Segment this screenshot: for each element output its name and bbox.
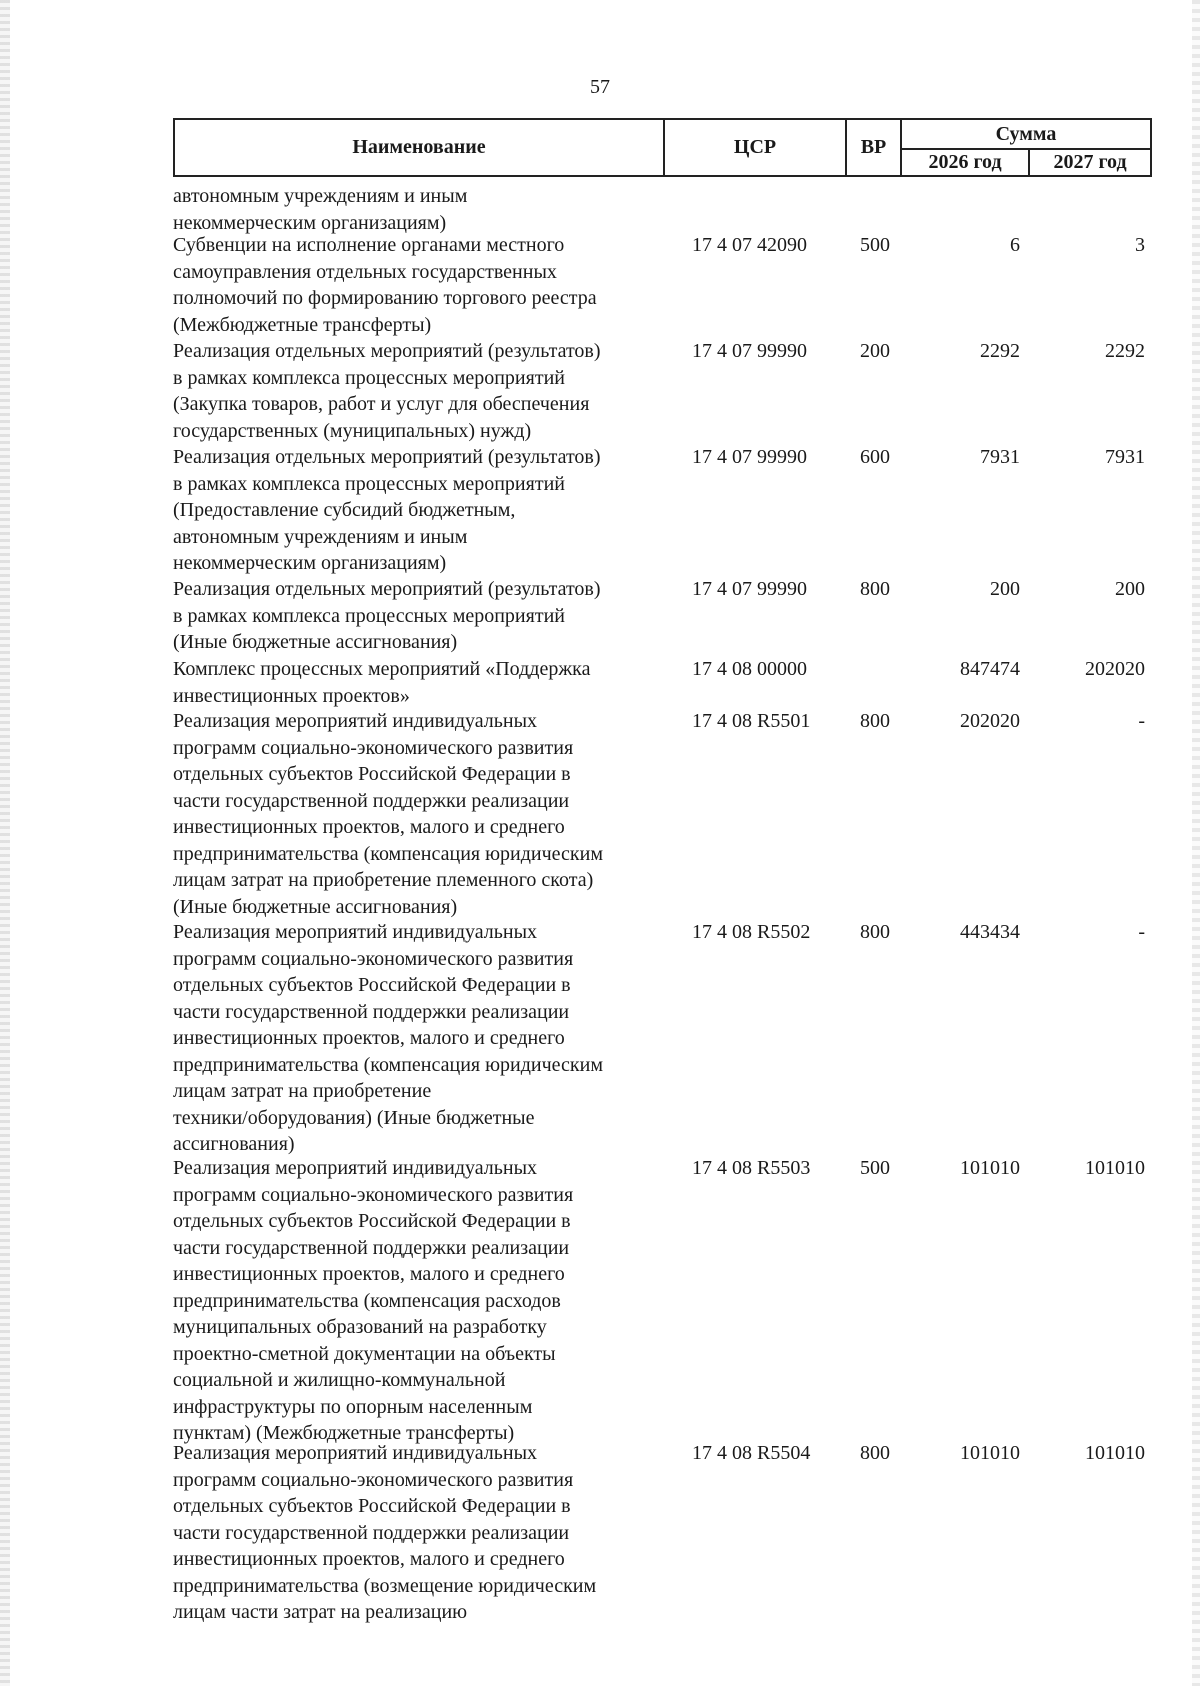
row-sum-2027: 101010	[1085, 1157, 1145, 1179]
row-sum-2026: 6	[1010, 234, 1020, 256]
row-vr: 500	[860, 1157, 890, 1179]
row-vr: 800	[860, 578, 890, 600]
row-sum-2027: -	[1138, 710, 1145, 732]
row-sum-2026: 101010	[960, 1442, 1020, 1464]
row-vr: 200	[860, 340, 890, 362]
row-name: Реализация отдельных мероприятий (результатов) в рамках комплекса процессных мероприятий (Закупка товаров, работ и услуг для обеспечения государственных (муниципальных) нужд)	[173, 340, 601, 442]
row-sum-2027: 101010	[1085, 1442, 1145, 1464]
header-name: Наименование	[352, 136, 486, 158]
row-vr: 500	[860, 234, 890, 256]
row-sum-2027: 7931	[1105, 446, 1145, 468]
row-name: Реализация мероприятий индивидуальных программ социально-экономического развития отдельных субъектов Российской Федерации в части государственной поддержки реализации инвестиционных проектов, малого и среднего предпринимательства (возмещение юридическим лицам части затрат на реализацию	[173, 1442, 597, 1623]
row-sum-2027: 2292	[1105, 340, 1145, 362]
row-name: Реализация мероприятий индивидуальных программ социально-экономического развития отдельных субъектов Российской Федерации в части государственной поддержки реализации инвестиционных проектов, малого и среднего предпринимательства (компенсация расходов муниципальных образований на разработку проектно-сметной документации на объекты социальной и жилищно-коммунальной инфраструктуры по опорным населенным пунктам) (Межбюджетные трансферты)	[173, 1157, 574, 1444]
row-csr: 17 4 07 99990	[692, 578, 807, 600]
row-sum-2026: 202020	[960, 710, 1020, 732]
row-csr: 17 4 07 42090	[692, 234, 807, 256]
row-sum-2027: 202020	[1085, 658, 1145, 680]
header-year-2027: 2027 год	[1053, 151, 1127, 173]
row-sum-2026: 7931	[980, 446, 1020, 468]
row-sum-2027: 200	[1115, 578, 1145, 600]
row-name: Реализация отдельных мероприятий (результатов) в рамках комплекса процессных мероприятий (Иные бюджетные ассигнования)	[173, 578, 601, 653]
row-csr: 17 4 08 R5504	[692, 1442, 811, 1464]
row-vr: 800	[860, 710, 890, 732]
row-sum-2026: 2292	[980, 340, 1020, 362]
row-vr: 800	[860, 921, 890, 943]
row-sum-2027: 3	[1135, 234, 1145, 256]
row-csr: 17 4 07 99990	[692, 340, 807, 362]
row-csr: 17 4 07 99990	[692, 446, 807, 468]
row-vr: 600	[860, 446, 890, 468]
header-sum: Сумма	[995, 122, 1057, 145]
row-name: Реализация мероприятий индивидуальных программ социально-экономического развития отдельных субъектов Российской Федерации в части государственной поддержки реализации инвестиционных проектов, малого и среднего предпринимательства (компенсация юридическим лицам затрат на приобретение племенного скота) (Иные бюджетные ассигнования)	[173, 710, 604, 918]
row-name: Субвенции на исполнение органами местного самоуправления отдельных государственных полномочий по формированию торгового реестра (Межбюджетные трансферты)	[173, 234, 597, 336]
header-vr: ВР	[860, 136, 887, 158]
row-vr: 800	[860, 1442, 890, 1464]
row-name: Комплекс процессных мероприятий «Поддержка инвестиционных проектов»	[173, 658, 591, 707]
row-sum-2027: -	[1138, 921, 1145, 943]
row-csr: 17 4 08 R5502	[692, 921, 811, 943]
row-csr: 17 4 08 R5501	[692, 710, 811, 732]
header-csr: ЦСР	[733, 136, 777, 158]
row-name: автономным учреждениям и иным некоммерческим организациям)	[173, 185, 468, 234]
row-sum-2026: 443434	[960, 921, 1020, 943]
row-csr: 17 4 08 00000	[692, 658, 807, 680]
page-number: 57	[590, 76, 610, 98]
header-year-2026: 2026 год	[928, 151, 1002, 173]
row-sum-2026: 200	[990, 578, 1020, 600]
row-name: Реализация мероприятий индивидуальных программ социально-экономического развития отдельных субъектов Российской Федерации в части государственной поддержки реализации инвестиционных проектов, малого и среднего предпринимательства (компенсация юридическим лицам затрат на приобретение техники/оборудования) (Иные бюджетные ассигнования)	[173, 921, 604, 1155]
row-sum-2026: 847474	[960, 658, 1020, 680]
row-csr: 17 4 08 R5503	[692, 1157, 811, 1179]
row-name: Реализация отдельных мероприятий (результатов) в рамках комплекса процессных мероприятий (Предоставление субсидий бюджетным, автономным учреждениям и иным некоммерческим организациям)	[173, 446, 601, 574]
row-sum-2026: 101010	[960, 1157, 1020, 1179]
